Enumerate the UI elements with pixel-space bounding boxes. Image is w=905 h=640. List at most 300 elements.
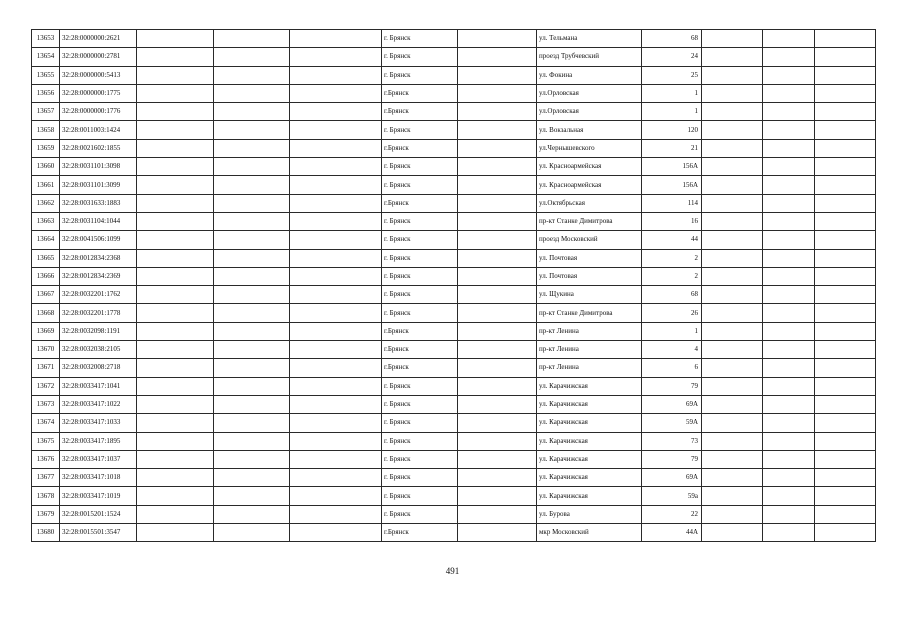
- table-row: [32, 158, 876, 176]
- empty-cell: [702, 84, 763, 102]
- cadastral-number-cell: 32:28:0032201:1762: [60, 286, 137, 304]
- city-cell: г. Брянск: [382, 121, 458, 139]
- empty-cell: [458, 121, 537, 139]
- empty-cell: [702, 322, 763, 340]
- empty-cell: [458, 158, 537, 176]
- cadastral-number-cell: 32:28:0032098:1191: [60, 322, 137, 340]
- cadastral-number-cell: 32:28:0033417:1033: [60, 414, 137, 432]
- empty-cell: [214, 212, 290, 230]
- row-number-cell: 13664: [32, 231, 60, 249]
- empty-cell: [137, 505, 214, 523]
- city-cell: г. Брянск: [382, 286, 458, 304]
- empty-cell: [290, 158, 382, 176]
- empty-cell: [702, 139, 763, 157]
- page-number: 491: [445, 566, 460, 576]
- empty-cell: [214, 450, 290, 468]
- empty-cell: [290, 103, 382, 121]
- empty-cell: [702, 341, 763, 359]
- empty-cell: [763, 66, 815, 84]
- table-row: [32, 377, 876, 395]
- empty-cell: [137, 139, 214, 157]
- city-cell: г. Брянск: [382, 505, 458, 523]
- empty-cell: [137, 450, 214, 468]
- empty-cell: [815, 487, 876, 505]
- empty-cell: [815, 505, 876, 523]
- row-number-cell: 13658: [32, 121, 60, 139]
- table-row: [32, 194, 876, 212]
- empty-cell: [815, 84, 876, 102]
- cadastral-number-cell: 32:28:0032038:2105: [60, 341, 137, 359]
- house-number-cell: 79: [642, 450, 702, 468]
- empty-cell: [763, 359, 815, 377]
- empty-cell: [763, 84, 815, 102]
- city-cell: г. Брянск: [382, 450, 458, 468]
- empty-cell: [214, 103, 290, 121]
- empty-cell: [702, 30, 763, 48]
- empty-cell: [214, 158, 290, 176]
- empty-cell: [815, 395, 876, 413]
- empty-cell: [702, 267, 763, 285]
- empty-cell: [137, 103, 214, 121]
- house-number-cell: 44: [642, 231, 702, 249]
- table-row: [32, 505, 876, 523]
- empty-cell: [458, 469, 537, 487]
- cadastral-number-cell: 32:28:0021602:1855: [60, 139, 137, 157]
- empty-cell: [137, 158, 214, 176]
- house-number-cell: 4: [642, 341, 702, 359]
- city-cell: г. Брянск: [382, 66, 458, 84]
- empty-cell: [214, 249, 290, 267]
- street-cell: ул.Орловская: [537, 84, 642, 102]
- empty-cell: [763, 341, 815, 359]
- house-number-cell: 59А: [642, 414, 702, 432]
- row-number-cell: 13673: [32, 395, 60, 413]
- table-row: [32, 66, 876, 84]
- empty-cell: [815, 194, 876, 212]
- row-number-cell: 13679: [32, 505, 60, 523]
- house-number-cell: 6: [642, 359, 702, 377]
- empty-cell: [458, 176, 537, 194]
- empty-cell: [458, 194, 537, 212]
- empty-cell: [458, 432, 537, 450]
- empty-cell: [458, 395, 537, 413]
- table-row: [32, 432, 876, 450]
- empty-cell: [763, 395, 815, 413]
- empty-cell: [815, 139, 876, 157]
- table-row: [32, 524, 876, 542]
- cadastral-number-cell: 32:28:0011003:1424: [60, 121, 137, 139]
- row-number-cell: 13656: [32, 84, 60, 102]
- empty-cell: [702, 121, 763, 139]
- empty-cell: [137, 286, 214, 304]
- empty-cell: [702, 194, 763, 212]
- city-cell: г.Брянск: [382, 341, 458, 359]
- row-number-cell: 13671: [32, 359, 60, 377]
- empty-cell: [137, 359, 214, 377]
- row-number-cell: 13660: [32, 158, 60, 176]
- empty-cell: [702, 158, 763, 176]
- cadastral-number-cell: 32:28:0012834:2368: [60, 249, 137, 267]
- city-cell: г. Брянск: [382, 432, 458, 450]
- city-cell: г.Брянск: [382, 194, 458, 212]
- empty-cell: [815, 524, 876, 542]
- house-number-cell: 156А: [642, 176, 702, 194]
- empty-cell: [763, 450, 815, 468]
- empty-cell: [137, 176, 214, 194]
- empty-cell: [290, 414, 382, 432]
- empty-cell: [214, 322, 290, 340]
- empty-cell: [214, 304, 290, 322]
- empty-cell: [458, 359, 537, 377]
- row-number-cell: 13654: [32, 48, 60, 66]
- empty-cell: [815, 341, 876, 359]
- cadastral-number-cell: 32:28:0032008:2718: [60, 359, 137, 377]
- empty-cell: [702, 524, 763, 542]
- city-cell: г. Брянск: [382, 158, 458, 176]
- empty-cell: [702, 395, 763, 413]
- row-number-cell: 13657: [32, 103, 60, 121]
- row-number-cell: 13662: [32, 194, 60, 212]
- row-number-cell: 13666: [32, 267, 60, 285]
- street-cell: проезд Московский: [537, 231, 642, 249]
- empty-cell: [815, 359, 876, 377]
- empty-cell: [290, 505, 382, 523]
- row-number-cell: 13670: [32, 341, 60, 359]
- empty-cell: [214, 194, 290, 212]
- street-cell: пр-кт Ленина: [537, 322, 642, 340]
- empty-cell: [763, 103, 815, 121]
- cadastral-number-cell: 32:28:0031101:3098: [60, 158, 137, 176]
- street-cell: ул. Карачижская: [537, 450, 642, 468]
- city-cell: г.Брянск: [382, 359, 458, 377]
- empty-cell: [702, 231, 763, 249]
- empty-cell: [214, 377, 290, 395]
- empty-cell: [763, 249, 815, 267]
- row-number-cell: 13676: [32, 450, 60, 468]
- street-cell: ул. Почтовая: [537, 249, 642, 267]
- empty-cell: [137, 66, 214, 84]
- empty-cell: [290, 395, 382, 413]
- empty-cell: [137, 194, 214, 212]
- empty-cell: [458, 377, 537, 395]
- empty-cell: [702, 505, 763, 523]
- empty-cell: [763, 158, 815, 176]
- empty-cell: [815, 432, 876, 450]
- row-number-cell: 13663: [32, 212, 60, 230]
- street-cell: ул.Орловская: [537, 103, 642, 121]
- street-cell: пр-кт Станке Димитрова: [537, 212, 642, 230]
- empty-cell: [702, 432, 763, 450]
- empty-cell: [815, 469, 876, 487]
- city-cell: г.Брянск: [382, 103, 458, 121]
- empty-cell: [214, 286, 290, 304]
- empty-cell: [290, 322, 382, 340]
- empty-cell: [815, 286, 876, 304]
- street-cell: ул.Октябрьская: [537, 194, 642, 212]
- empty-cell: [290, 487, 382, 505]
- empty-cell: [458, 286, 537, 304]
- street-cell: ул. Щукина: [537, 286, 642, 304]
- house-number-cell: 156А: [642, 158, 702, 176]
- empty-cell: [214, 84, 290, 102]
- row-number-cell: 13655: [32, 66, 60, 84]
- house-number-cell: 24: [642, 48, 702, 66]
- house-number-cell: 120: [642, 121, 702, 139]
- empty-cell: [815, 30, 876, 48]
- table-row: [32, 286, 876, 304]
- street-cell: ул. Тельмана: [537, 30, 642, 48]
- empty-cell: [815, 212, 876, 230]
- empty-cell: [702, 48, 763, 66]
- city-cell: г. Брянск: [382, 395, 458, 413]
- empty-cell: [137, 304, 214, 322]
- empty-cell: [815, 158, 876, 176]
- street-cell: ул. Карачижская: [537, 487, 642, 505]
- empty-cell: [290, 194, 382, 212]
- table-row: [32, 121, 876, 139]
- table-row: [32, 30, 876, 48]
- table-row: [32, 304, 876, 322]
- table-row: [32, 176, 876, 194]
- cadastral-number-cell: 32:28:0033417:1041: [60, 377, 137, 395]
- house-number-cell: 44А: [642, 524, 702, 542]
- empty-cell: [702, 359, 763, 377]
- empty-cell: [214, 48, 290, 66]
- empty-cell: [763, 286, 815, 304]
- table-row: [32, 322, 876, 340]
- city-cell: г. Брянск: [382, 212, 458, 230]
- house-number-cell: 2: [642, 267, 702, 285]
- empty-cell: [458, 322, 537, 340]
- cadastral-number-cell: 32:28:0000000:1775: [60, 84, 137, 102]
- empty-cell: [290, 66, 382, 84]
- table-row: [32, 139, 876, 157]
- cadastral-number-cell: 32:28:0032201:1778: [60, 304, 137, 322]
- row-number-cell: 13672: [32, 377, 60, 395]
- house-number-cell: 69А: [642, 469, 702, 487]
- street-cell: ул.Чернышевского: [537, 139, 642, 157]
- empty-cell: [458, 414, 537, 432]
- registry-table-body: [32, 30, 876, 542]
- empty-cell: [763, 121, 815, 139]
- empty-cell: [290, 212, 382, 230]
- empty-cell: [290, 469, 382, 487]
- row-number-cell: 13668: [32, 304, 60, 322]
- empty-cell: [458, 450, 537, 468]
- empty-cell: [137, 322, 214, 340]
- empty-cell: [815, 249, 876, 267]
- empty-cell: [763, 377, 815, 395]
- city-cell: г. Брянск: [382, 249, 458, 267]
- empty-cell: [137, 432, 214, 450]
- empty-cell: [458, 505, 537, 523]
- empty-cell: [290, 176, 382, 194]
- empty-cell: [815, 267, 876, 285]
- table-row: [32, 395, 876, 413]
- table-row: [32, 341, 876, 359]
- empty-cell: [214, 524, 290, 542]
- empty-cell: [763, 139, 815, 157]
- empty-cell: [290, 450, 382, 468]
- empty-cell: [290, 267, 382, 285]
- empty-cell: [458, 212, 537, 230]
- empty-cell: [458, 139, 537, 157]
- city-cell: г. Брянск: [382, 469, 458, 487]
- empty-cell: [815, 231, 876, 249]
- house-number-cell: 1: [642, 103, 702, 121]
- table-row: [32, 267, 876, 285]
- house-number-cell: 68: [642, 286, 702, 304]
- street-cell: ул. Бурова: [537, 505, 642, 523]
- cadastral-number-cell: 32:28:0033417:1895: [60, 432, 137, 450]
- empty-cell: [702, 66, 763, 84]
- table-row: [32, 48, 876, 66]
- empty-cell: [137, 121, 214, 139]
- empty-cell: [137, 469, 214, 487]
- empty-cell: [763, 414, 815, 432]
- empty-cell: [702, 249, 763, 267]
- empty-cell: [702, 450, 763, 468]
- empty-cell: [702, 487, 763, 505]
- table-row: [32, 487, 876, 505]
- empty-cell: [290, 377, 382, 395]
- empty-cell: [815, 322, 876, 340]
- cadastral-number-cell: 32:28:0000000:2781: [60, 48, 137, 66]
- cadastral-number-cell: 32:28:0033417:1022: [60, 395, 137, 413]
- house-number-cell: 114: [642, 194, 702, 212]
- cadastral-number-cell: 32:28:0000000:1776: [60, 103, 137, 121]
- table-row: [32, 103, 876, 121]
- street-cell: пр-кт Ленина: [537, 359, 642, 377]
- row-number-cell: 13677: [32, 469, 60, 487]
- cadastral-number-cell: 32:28:0031101:3099: [60, 176, 137, 194]
- cadastral-number-cell: 32:28:0041506:1099: [60, 231, 137, 249]
- empty-cell: [137, 30, 214, 48]
- empty-cell: [458, 249, 537, 267]
- empty-cell: [763, 267, 815, 285]
- empty-cell: [702, 469, 763, 487]
- empty-cell: [815, 121, 876, 139]
- empty-cell: [137, 487, 214, 505]
- empty-cell: [763, 322, 815, 340]
- empty-cell: [214, 176, 290, 194]
- cadastral-number-cell: 32:28:0033417:1037: [60, 450, 137, 468]
- street-cell: ул. Красноармейская: [537, 158, 642, 176]
- house-number-cell: 2: [642, 249, 702, 267]
- empty-cell: [137, 48, 214, 66]
- empty-cell: [214, 505, 290, 523]
- empty-cell: [214, 395, 290, 413]
- table-row: [32, 414, 876, 432]
- empty-cell: [214, 139, 290, 157]
- city-cell: г.Брянск: [382, 139, 458, 157]
- row-number-cell: 13667: [32, 286, 60, 304]
- street-cell: ул. Фокина: [537, 66, 642, 84]
- row-number-cell: 13659: [32, 139, 60, 157]
- row-number-cell: 13661: [32, 176, 60, 194]
- empty-cell: [763, 304, 815, 322]
- empty-cell: [815, 48, 876, 66]
- cadastral-number-cell: 32:28:0033417:1019: [60, 487, 137, 505]
- street-cell: ул. Почтовая: [537, 267, 642, 285]
- empty-cell: [458, 341, 537, 359]
- cadastral-number-cell: 32:28:0031104:1044: [60, 212, 137, 230]
- table-row: [32, 231, 876, 249]
- cadastral-number-cell: 32:28:0015501:3547: [60, 524, 137, 542]
- empty-cell: [763, 48, 815, 66]
- empty-cell: [137, 524, 214, 542]
- empty-cell: [290, 48, 382, 66]
- table-row: [32, 84, 876, 102]
- city-cell: г. Брянск: [382, 487, 458, 505]
- table-row: [32, 212, 876, 230]
- city-cell: г. Брянск: [382, 267, 458, 285]
- row-number-cell: 13665: [32, 249, 60, 267]
- cadastral-number-cell: 32:28:0012834:2369: [60, 267, 137, 285]
- cadastral-number-cell: 32:28:0000000:5413: [60, 66, 137, 84]
- street-cell: ул. Вокзальная: [537, 121, 642, 139]
- city-cell: г. Брянск: [382, 176, 458, 194]
- empty-cell: [702, 176, 763, 194]
- empty-cell: [815, 414, 876, 432]
- house-number-cell: 73: [642, 432, 702, 450]
- empty-cell: [763, 176, 815, 194]
- empty-cell: [702, 377, 763, 395]
- empty-cell: [815, 450, 876, 468]
- cadastral-number-cell: 32:28:0031633:1883: [60, 194, 137, 212]
- empty-cell: [815, 377, 876, 395]
- cadastral-number-cell: 32:28:0000000:2621: [60, 30, 137, 48]
- empty-cell: [702, 103, 763, 121]
- empty-cell: [763, 212, 815, 230]
- empty-cell: [458, 103, 537, 121]
- empty-cell: [815, 176, 876, 194]
- empty-cell: [458, 48, 537, 66]
- empty-cell: [290, 139, 382, 157]
- empty-cell: [702, 304, 763, 322]
- city-cell: г. Брянск: [382, 231, 458, 249]
- city-cell: г. Брянск: [382, 304, 458, 322]
- row-number-cell: 13674: [32, 414, 60, 432]
- empty-cell: [137, 395, 214, 413]
- empty-cell: [763, 194, 815, 212]
- city-cell: г. Брянск: [382, 414, 458, 432]
- empty-cell: [290, 231, 382, 249]
- empty-cell: [763, 30, 815, 48]
- empty-cell: [214, 432, 290, 450]
- empty-cell: [815, 66, 876, 84]
- empty-cell: [214, 30, 290, 48]
- empty-cell: [458, 84, 537, 102]
- row-number-cell: 13675: [32, 432, 60, 450]
- empty-cell: [137, 212, 214, 230]
- empty-cell: [458, 30, 537, 48]
- empty-cell: [137, 84, 214, 102]
- cadastral-number-cell: 32:28:0033417:1018: [60, 469, 137, 487]
- row-number-cell: 13669: [32, 322, 60, 340]
- cadastral-number-cell: 32:28:0015201:1524: [60, 505, 137, 523]
- empty-cell: [137, 249, 214, 267]
- empty-cell: [214, 341, 290, 359]
- empty-cell: [137, 267, 214, 285]
- city-cell: г. Брянск: [382, 48, 458, 66]
- street-cell: пр-кт Ленина: [537, 341, 642, 359]
- empty-cell: [214, 487, 290, 505]
- row-number-cell: 13680: [32, 524, 60, 542]
- empty-cell: [214, 121, 290, 139]
- empty-cell: [137, 414, 214, 432]
- empty-cell: [763, 231, 815, 249]
